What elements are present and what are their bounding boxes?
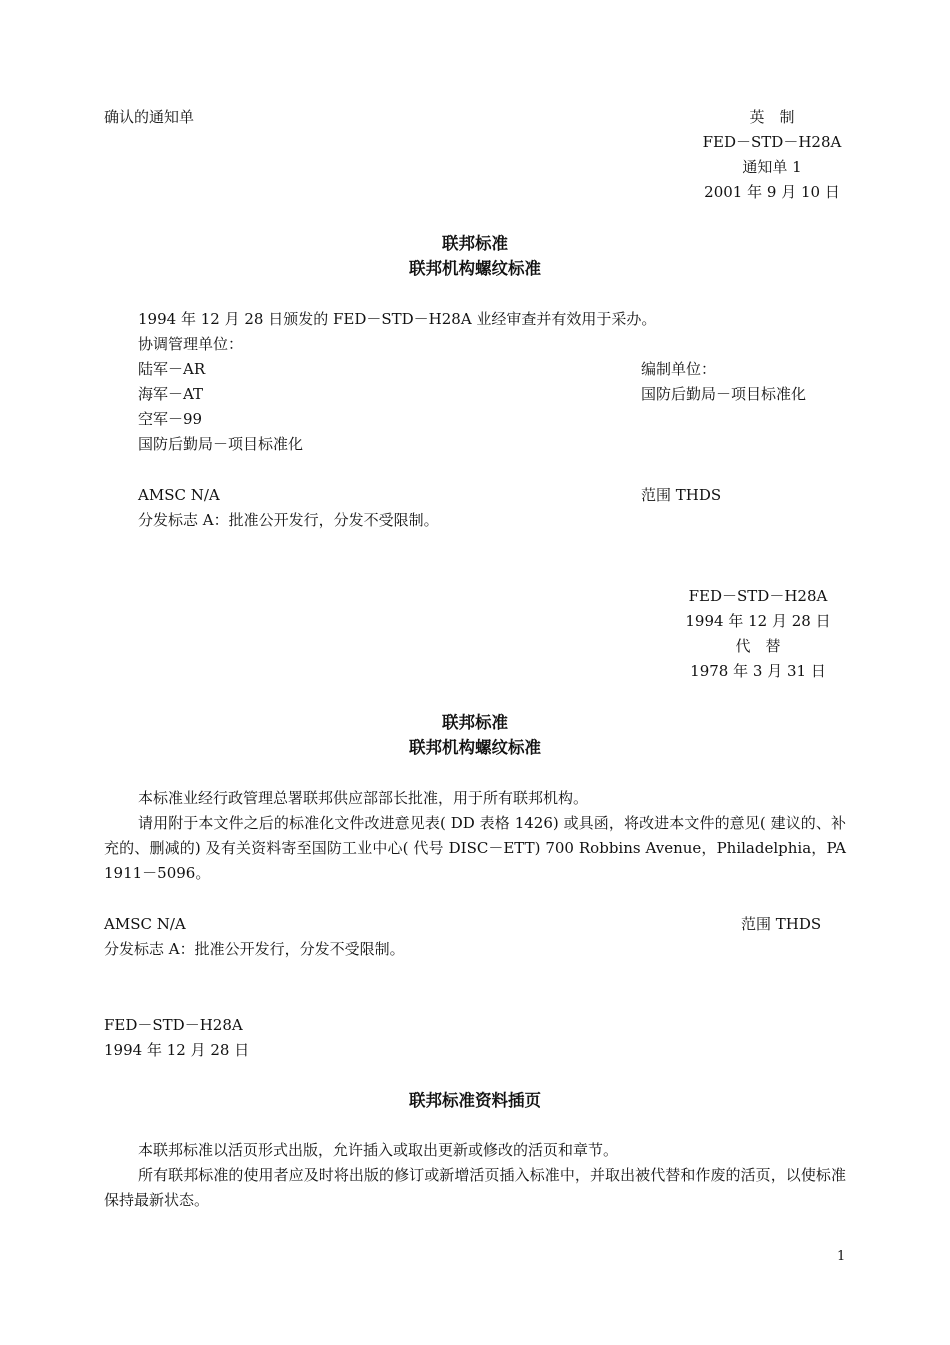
header-notice-number: 通知单 1 xyxy=(742,158,802,176)
coordinating-activities xyxy=(138,332,303,457)
coord-unit-dla: 国防后勤局－项目标准化 xyxy=(138,435,304,453)
comments-paragraph: 请用附于本文件之后的标准化文件改进意见表( DD 表格 1426) 或具函，将改进本文件的意见( 建议的、补充的、删减的) 及有关资料寄至国防工业中心( 代号 DISC－ETT) 700 Robbins Avenue，Philadelphia，PA 1911－5096。 xyxy=(104,814,846,882)
supersede-block xyxy=(658,584,858,684)
loose-leaf-paragraph: 本联邦标准以活页形式出版，允许插入或取出更新或修改的活页和章节。 xyxy=(138,1141,619,1159)
supersede-label: 代 替 xyxy=(735,637,781,655)
superseded-date: 1978 年 3 月 31 日 xyxy=(690,662,826,680)
area-code: 范围 THDS xyxy=(641,486,722,504)
coordinating-label: 协调管理单位： xyxy=(138,335,244,353)
notice-type-label: 确认的通知单 xyxy=(104,108,195,126)
insert-doc-id: FED－STD－H28A xyxy=(104,1016,243,1034)
notice-subtitle: 联邦机构螺纹标准 xyxy=(409,259,541,278)
coord-unit-air-force: 空军－99 xyxy=(138,410,203,428)
review-statement: 1994 年 12 月 28 日颁发的 FED－STD－H28A 业经审查并有效用于采办。 xyxy=(138,310,657,328)
approval-paragraph: 本标准业经行政管理总署联邦供应部部长批准，用于所有联邦机构。 xyxy=(138,789,589,807)
standard-distribution-statement: 分发标志 A：批准公开发行，分发不受限制。 xyxy=(104,940,405,958)
header-system: 英 制 xyxy=(749,108,795,126)
preparing-activity xyxy=(641,357,806,407)
coord-unit-army: 陆军－AR xyxy=(138,360,206,378)
header-date: 2001 年 9 月 10 日 xyxy=(704,183,840,201)
standard-title: 联邦标准 xyxy=(442,713,508,732)
preparing-unit: 国防后勤局－项目标准化 xyxy=(641,385,807,403)
distribution-statement: 分发标志 A：批准公开发行，分发不受限制。 xyxy=(138,511,439,529)
coord-unit-navy: 海军－AT xyxy=(138,385,204,403)
page-number: 1 xyxy=(837,1249,846,1264)
standard-area-code: 范围 THDS xyxy=(741,915,822,933)
supersede-date: 1994 年 12 月 28 日 xyxy=(685,612,831,630)
supersede-doc-id: FED－STD－H28A xyxy=(688,587,828,605)
insert-title: 联邦标准资料插页 xyxy=(409,1091,541,1110)
standard-amsc-number: AMSC N/A xyxy=(104,915,186,933)
users-paragraph: 所有联邦标准的使用者应及时将出版的修订或新增活页插入标准中，并取出被代替和作废的活页，以使标准保持最新状态。 xyxy=(104,1166,846,1209)
notice-title: 联邦标准 xyxy=(442,234,508,253)
amsc-number: AMSC N/A xyxy=(138,486,220,504)
insert-date: 1994 年 12 月 28 日 xyxy=(104,1041,250,1059)
header-doc-id: FED－STD－H28A xyxy=(702,133,842,151)
standard-subtitle: 联邦机构螺纹标准 xyxy=(409,738,541,757)
header-block xyxy=(672,105,872,205)
preparing-label: 编制单位： xyxy=(641,360,717,378)
